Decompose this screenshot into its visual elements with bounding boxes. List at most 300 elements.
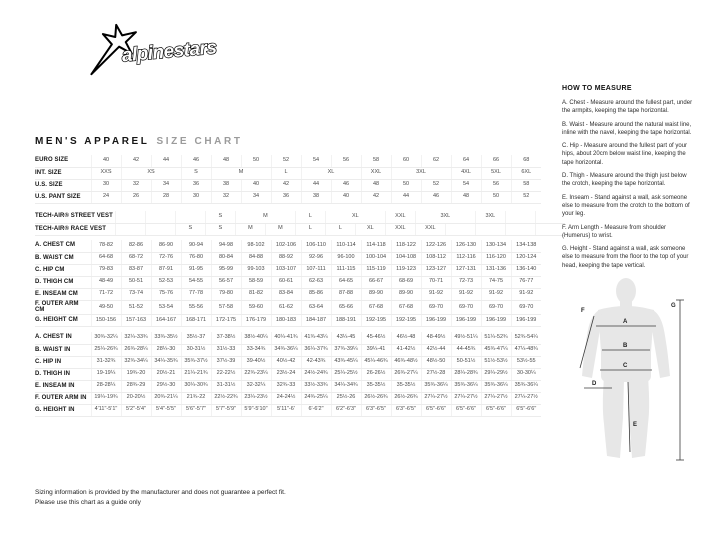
size-cell: 6'-6'2" — [301, 404, 331, 416]
table-row — [35, 380, 541, 392]
table-row — [35, 167, 541, 179]
measure-instruction: G. Height - Stand against a wall, ask someone else to measure from the floor to the top of your head, keeping the tape vertical. — [562, 246, 689, 269]
size-cell: 4'11"-5'1" — [91, 404, 121, 416]
size-cell: 51¼-52¾ — [481, 332, 511, 344]
size-cell — [505, 223, 535, 235]
size-cell: 196-199 — [511, 315, 541, 327]
size-cell: 52 — [421, 179, 451, 191]
disclaimer-line-2: Please use this chart as a guide only — [35, 499, 141, 507]
size-cell: 157-163 — [121, 315, 151, 327]
size-cell: 51½-53½ — [481, 356, 511, 368]
size-cell: 36¼-37¾ — [301, 344, 331, 356]
row-label: C. HIP CM — [35, 264, 91, 276]
size-cell: 50-51½ — [451, 356, 481, 368]
size-cell: 52 — [271, 155, 301, 167]
size-cell: 50 — [391, 179, 421, 191]
row-label: A. CHEST CM — [35, 240, 91, 252]
size-cell: 55-56 — [181, 300, 211, 315]
size-cell: 35½-37 — [181, 332, 211, 344]
measure-instruction: A. Chest - Measure around the fullest part, under the armpits, keeping the tape horizontal. — [562, 100, 693, 115]
size-cell: 71-72 — [91, 288, 121, 300]
size-cell: S — [205, 211, 235, 223]
size-cell: 176-179 — [241, 315, 271, 327]
size-cell: 45¼-46¾ — [361, 356, 391, 368]
size-cell: 35-35½ — [361, 380, 391, 392]
size-cell: 99-103 — [241, 264, 271, 276]
size-cell: 23½-24 — [271, 368, 301, 380]
size-cell — [445, 223, 475, 235]
size-cell: 48-49 — [91, 276, 121, 288]
row-label: E. INSEAM IN — [35, 380, 91, 392]
size-cell: 34¼-34¾ — [331, 380, 361, 392]
size-cell: 39-40½ — [241, 356, 271, 368]
row-label: F. OUTER ARM CM — [35, 300, 91, 315]
thigh-letter: D — [592, 381, 597, 387]
size-cell: 52 — [511, 191, 541, 203]
size-cell: 19¼-19¾ — [91, 392, 121, 404]
size-cell: 32¾-33 — [271, 380, 301, 392]
size-cell — [145, 223, 175, 235]
size-cell: 63-64 — [301, 300, 331, 315]
size-cell: 22¾-23¼ — [241, 368, 271, 380]
size-cell: 83-87 — [121, 264, 151, 276]
size-cell: 40¼-41¾ — [271, 332, 301, 344]
size-cell: 103-107 — [271, 264, 301, 276]
size-cell: 74-75 — [481, 276, 511, 288]
size-cell: 46 — [331, 179, 361, 191]
size-cell: 150-156 — [91, 315, 121, 327]
size-cell: 41¾-43¼ — [301, 332, 331, 344]
size-cell: 40 — [241, 179, 271, 191]
size-cell: 44 — [301, 179, 331, 191]
table-row — [35, 315, 541, 327]
size-cell: 73-74 — [121, 288, 151, 300]
size-cell: 192-195 — [361, 315, 391, 327]
size-cell — [115, 223, 145, 235]
size-cell: 28 — [151, 191, 181, 203]
size-cell: 32 — [211, 191, 241, 203]
size-cell: 92-96 — [301, 252, 331, 264]
measure-instruction: E. Inseam - Stand against a wall, ask someone else to measure from the crotch to the bottom of your leg. — [562, 194, 690, 218]
size-cell: 106-110 — [301, 240, 331, 252]
size-cell: 68-72 — [121, 252, 151, 264]
size-cell: 26¾-28¼ — [121, 344, 151, 356]
size-cell: 44-45¾ — [451, 344, 481, 356]
size-cell: 65-66 — [331, 300, 361, 315]
size-cell: 69-70 — [481, 300, 511, 315]
size-cell: 53-54 — [151, 300, 181, 315]
size-cell: 44 — [151, 155, 181, 167]
size-cell: 24-24½ — [271, 392, 301, 404]
size-cell: 89-90 — [361, 288, 391, 300]
size-cell: 40½-42 — [271, 356, 301, 368]
size-cell: S — [181, 167, 211, 179]
size-cell: 29¼-29½ — [481, 368, 511, 380]
size-cell: XXL — [385, 223, 415, 235]
size-cell: 81-82 — [241, 288, 271, 300]
size-table-techair-vest — [35, 211, 565, 236]
table-row — [35, 404, 541, 416]
size-cell: 58 — [511, 179, 541, 191]
size-cell: 35-35½ — [391, 380, 421, 392]
size-cell: 66 — [481, 155, 511, 167]
size-cell: 57-58 — [211, 300, 241, 315]
size-cell: 37½-39 — [211, 356, 241, 368]
size-cell: 6'3"-6'5" — [391, 404, 421, 416]
size-cell: 90-94 — [181, 240, 211, 252]
size-cell: 86-90 — [151, 240, 181, 252]
size-cell: 28¼-30 — [151, 344, 181, 356]
size-cell: 26-26½ — [361, 368, 391, 380]
size-cell: 184-187 — [301, 315, 331, 327]
waist-letter: B — [623, 343, 628, 349]
size-cell: 68-69 — [391, 276, 421, 288]
row-label: B. WAIST IN — [35, 344, 91, 356]
size-cell: 120-124 — [511, 252, 541, 264]
row-label: G. HEIGHT IN — [35, 404, 91, 416]
size-cell: 38 — [301, 191, 331, 203]
size-cell: 67-68 — [361, 300, 391, 315]
row-label: G. HEIGHT CM — [35, 315, 91, 327]
size-cell: 25¼-26¾ — [91, 344, 121, 356]
size-cell — [145, 211, 175, 223]
size-cell: 37¾-39¼ — [331, 344, 361, 356]
size-cell: 35¾-36¼ — [481, 380, 511, 392]
size-cell: 91-95 — [181, 264, 211, 276]
size-cell: 30 — [181, 191, 211, 203]
size-cell: 42-43¾ — [301, 356, 331, 368]
size-cell: 41-42½ — [391, 344, 421, 356]
size-cell: 6XL — [511, 167, 541, 179]
size-cell: 39¼-41 — [361, 344, 391, 356]
row-label: TECH-AIR® STREET VEST — [35, 211, 115, 223]
size-cell: 30¾-32¼ — [91, 332, 121, 344]
size-cell: 35¾-37½ — [181, 356, 211, 368]
size-cell: 89-90 — [391, 288, 421, 300]
size-cell: 6'5"-6'6" — [481, 404, 511, 416]
size-cell: 48 — [211, 155, 241, 167]
size-cell: 6'5"-6'6" — [511, 404, 541, 416]
table-row — [35, 240, 541, 252]
size-cell: 19¾-20 — [121, 368, 151, 380]
size-cell: 66-67 — [361, 276, 391, 288]
size-cell: 6'3"-6'5" — [361, 404, 391, 416]
size-cell: 3XL — [475, 211, 505, 223]
row-label: U.S. PANT SIZE — [35, 191, 91, 203]
size-cell: 30 — [91, 179, 121, 191]
size-cell: 196-199 — [481, 315, 511, 327]
size-cell: 5'6"-5'7" — [181, 404, 211, 416]
how-to-measure-title: HOW TO MEASURE — [562, 85, 632, 92]
how-to-measure-list — [562, 99, 696, 270]
size-cell: 111-115 — [331, 264, 361, 276]
disclaimer — [35, 488, 286, 508]
size-cell: 6'5"-6'6" — [421, 404, 451, 416]
size-cell: 130-134 — [481, 240, 511, 252]
size-cell: 54 — [451, 179, 481, 191]
row-label: A. CHEST IN — [35, 332, 91, 344]
size-cell: L — [325, 223, 355, 235]
size-cell: 49-50 — [91, 300, 121, 315]
size-cell: 24 — [91, 191, 121, 203]
size-cell: 20¾-21¼ — [151, 392, 181, 404]
table-row — [35, 300, 541, 315]
size-cell: 54-55 — [181, 276, 211, 288]
size-cell: 62 — [421, 155, 451, 167]
measurement-figure — [568, 276, 718, 468]
size-cell: 35¾-36¼ — [421, 380, 451, 392]
inseam-letter: E — [633, 422, 638, 428]
size-cell: 164-167 — [151, 315, 181, 327]
size-cell: 48 — [451, 191, 481, 203]
size-cell: 58-59 — [241, 276, 271, 288]
size-cell: 50 — [481, 191, 511, 203]
size-cell: 91-92 — [421, 288, 451, 300]
size-cell: 69-70 — [451, 300, 481, 315]
size-cell: 79-83 — [91, 264, 121, 276]
row-label: D. THIGH IN — [35, 368, 91, 380]
page-title — [35, 136, 243, 147]
table-row — [35, 276, 541, 288]
row-label: F. OUTER ARM IN — [35, 392, 91, 404]
table-row — [35, 392, 541, 404]
size-cell: 67-68 — [391, 300, 421, 315]
size-cell: 64-65 — [331, 276, 361, 288]
size-cell: L — [295, 223, 325, 235]
size-cell: XXS — [91, 167, 121, 179]
size-cell: 52-53 — [151, 276, 181, 288]
size-cell: 34¼-35¾ — [151, 356, 181, 368]
table-row — [35, 368, 541, 380]
size-cell: 68 — [511, 155, 541, 167]
size-cell: 31-32¾ — [91, 356, 121, 368]
size-cell: 62-63 — [301, 276, 331, 288]
size-cell: 123-127 — [421, 264, 451, 276]
size-cell: 30-30¼ — [511, 368, 541, 380]
size-cell: 43¼-45 — [331, 332, 361, 344]
size-cell: 53½-55 — [511, 356, 541, 368]
size-cell: 131-136 — [481, 264, 511, 276]
size-cell: 43¾-45¼ — [331, 356, 361, 368]
table-row — [35, 211, 565, 223]
size-cell: 4XL — [451, 167, 481, 179]
size-cell: 76-77 — [511, 276, 541, 288]
size-cell: XXL — [385, 211, 415, 223]
size-cell: 25½-26 — [331, 392, 361, 404]
table-row — [35, 288, 541, 300]
size-cell: 48½-50 — [421, 356, 451, 368]
size-cell: 126-130 — [451, 240, 481, 252]
size-cell: S — [175, 223, 205, 235]
size-cell: 51-52 — [121, 300, 151, 315]
size-cell: 60 — [391, 155, 421, 167]
size-cell: 196-199 — [421, 315, 451, 327]
row-label: TECH-AIR® RACE VEST — [35, 223, 115, 235]
size-cell: 88-92 — [271, 252, 301, 264]
size-cell: 134-138 — [511, 240, 541, 252]
size-cell: 54 — [301, 155, 331, 167]
size-cell: 79-80 — [211, 288, 241, 300]
row-label: D. THIGH CM — [35, 276, 91, 288]
size-cell: 59-60 — [241, 300, 271, 315]
row-label: EURO SIZE — [35, 155, 91, 167]
size-cell: 32 — [121, 179, 151, 191]
measure-instruction: D. Thigh - Measure around the thigh just below the crotch, keeping the tape horizontal. — [562, 173, 687, 188]
size-cell: 27½-28 — [421, 368, 451, 380]
size-cell: 36 — [271, 191, 301, 203]
size-cell: 115-119 — [361, 264, 391, 276]
size-cell: 6'5"-6'6" — [451, 404, 481, 416]
row-label: U.S. SIZE — [35, 179, 91, 191]
size-cell: 84-88 — [241, 252, 271, 264]
size-cell: 45¾-47¼ — [481, 344, 511, 356]
size-cell: 26 — [121, 191, 151, 203]
size-cell: 48-49½ — [421, 332, 451, 344]
size-cell: 69-70 — [421, 300, 451, 315]
how-to-measure-panel — [562, 85, 696, 275]
size-cell: 91-92 — [451, 288, 481, 300]
size-cell: 44 — [391, 191, 421, 203]
size-cell: 46½-48 — [391, 332, 421, 344]
size-cell: 3XL — [391, 167, 451, 179]
size-cell: 35¾-36¼ — [511, 380, 541, 392]
size-cell: S — [205, 223, 235, 235]
size-cell: XS — [121, 167, 181, 179]
size-cell: 48 — [361, 179, 391, 191]
size-cell: 27¼-27½ — [511, 392, 541, 404]
size-cell: XXL — [415, 223, 445, 235]
size-cell: 26½-26¾ — [361, 392, 391, 404]
size-table-inches — [35, 332, 541, 417]
logo-wordmark: alpinestars — [121, 37, 218, 67]
size-cell: 69-70 — [511, 300, 541, 315]
size-cell: 56 — [481, 179, 511, 191]
size-cell: 64-68 — [91, 252, 121, 264]
table-row — [35, 191, 541, 203]
size-cell: 102-106 — [271, 240, 301, 252]
size-cell: 28¼-28¾ — [451, 368, 481, 380]
table-row — [35, 344, 541, 356]
size-cell: 27¼-27½ — [481, 392, 511, 404]
size-cell: 28-28¼ — [91, 380, 121, 392]
size-cell: 5'4"-5'5" — [151, 404, 181, 416]
size-cell: 50 — [241, 155, 271, 167]
size-cell: 188-191 — [331, 315, 361, 327]
size-cell: 114-118 — [361, 240, 391, 252]
size-cell: 5'7"-5'9" — [211, 404, 241, 416]
size-cell: 192-195 — [391, 315, 421, 327]
size-cell: 35¾-36¼ — [451, 380, 481, 392]
size-cell: 26½-26¾ — [391, 392, 421, 404]
size-cell: 40 — [331, 191, 361, 203]
size-cell: 52¾-54¼ — [511, 332, 541, 344]
size-cell: 75-76 — [151, 288, 181, 300]
size-cell: 5'9"-5'10" — [241, 404, 271, 416]
size-cell: 24¾-25¼ — [301, 392, 331, 404]
size-cell: 28¾-29 — [121, 380, 151, 392]
size-cell: XL — [325, 211, 385, 223]
size-cell: 34¾-36¼ — [271, 344, 301, 356]
size-cell — [535, 211, 565, 223]
size-cell: 85-86 — [301, 288, 331, 300]
size-cell: M — [211, 167, 271, 179]
size-cell: 96-100 — [331, 252, 361, 264]
size-cell: 33½-33¾ — [301, 380, 331, 392]
size-cell: 46¾-48½ — [391, 356, 421, 368]
size-cell: 56-57 — [211, 276, 241, 288]
size-cell: 94-98 — [211, 240, 241, 252]
size-cell: 37-38½ — [211, 332, 241, 344]
size-cell: 42 — [361, 191, 391, 203]
size-cell: 33-34¾ — [241, 344, 271, 356]
size-cell: 5'2"-5'4" — [121, 404, 151, 416]
size-cell: 34 — [151, 179, 181, 191]
size-table-centimeters — [35, 240, 541, 327]
size-cell: 122-126 — [421, 240, 451, 252]
size-cell: 6'2"-6'3" — [331, 404, 361, 416]
size-cell: 76-80 — [181, 252, 211, 264]
size-cell: L — [295, 211, 325, 223]
table-row — [35, 332, 541, 344]
size-cell: 77-78 — [181, 288, 211, 300]
size-cell — [535, 223, 565, 235]
size-cell: 82-86 — [121, 240, 151, 252]
size-cell: 104-108 — [391, 252, 421, 264]
size-cell: 108-112 — [421, 252, 451, 264]
size-cell: 27¼-27½ — [451, 392, 481, 404]
table-row — [35, 223, 565, 235]
size-cell: 31-31½ — [211, 380, 241, 392]
size-cell: 36 — [181, 179, 211, 191]
size-cell: M — [235, 223, 265, 235]
size-cell: 95-99 — [211, 264, 241, 276]
size-cell: 56 — [331, 155, 361, 167]
size-cell: 5'11"-6' — [271, 404, 301, 416]
arm-letter: F — [581, 308, 585, 314]
row-label: E. INSEAM CM — [35, 288, 91, 300]
disclaimer-line-1: Sizing information is provided by the manufacturer and does not guarantee a perfect fit. — [35, 489, 286, 496]
size-cell: 23¼-23½ — [241, 392, 271, 404]
size-cell: 72-73 — [451, 276, 481, 288]
size-cell: M — [265, 223, 295, 235]
size-cell: 49½-51¼ — [451, 332, 481, 344]
size-cell: 118-122 — [391, 240, 421, 252]
size-cell: 91-92 — [511, 288, 541, 300]
size-cell: 78-82 — [91, 240, 121, 252]
size-cell: 80-84 — [211, 252, 241, 264]
chest-letter: A — [623, 319, 628, 325]
size-cell: 42½-44 — [421, 344, 451, 356]
size-cell: 127-131 — [451, 264, 481, 276]
size-cell: 87-88 — [331, 288, 361, 300]
size-cell: 50-51 — [121, 276, 151, 288]
size-cell: 98-102 — [241, 240, 271, 252]
size-cell — [475, 223, 505, 235]
size-cell — [175, 211, 205, 223]
row-label: B. WAIST CM — [35, 252, 91, 264]
alpinestars-logo — [86, 22, 236, 78]
size-cell: 40 — [91, 155, 121, 167]
size-cell: 46 — [181, 155, 211, 167]
hip-letter: C — [623, 363, 628, 369]
page-title-secondary: SIZE CHART — [156, 136, 243, 147]
measure-instruction: F. Arm Length - Measure from shoulder (Humerus) to wrist. — [562, 224, 667, 239]
size-cell: 24½-24¾ — [301, 368, 331, 380]
size-cell: 112-116 — [451, 252, 481, 264]
size-cell: 30¼-30¾ — [181, 380, 211, 392]
table-row — [35, 179, 541, 191]
size-cell: 34 — [241, 191, 271, 203]
